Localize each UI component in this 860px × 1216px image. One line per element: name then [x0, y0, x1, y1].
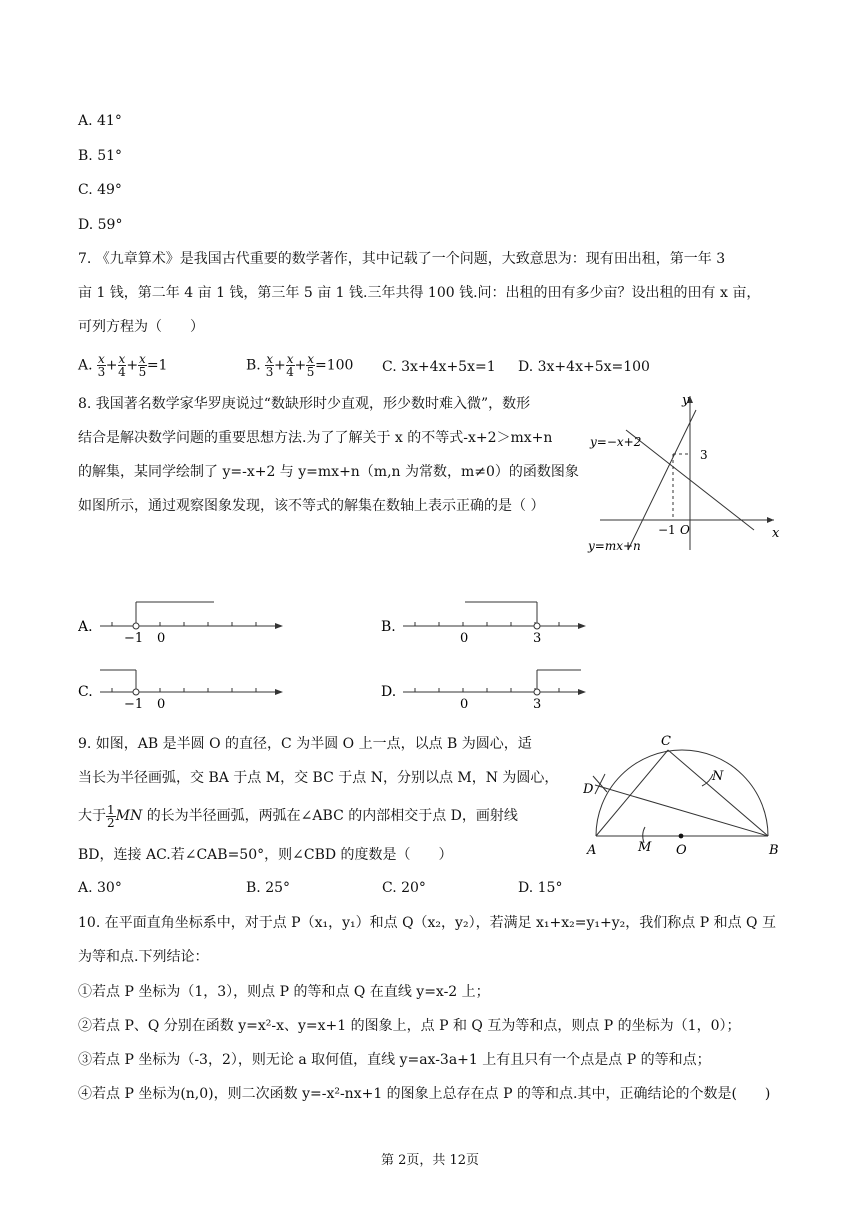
- q7-stem-line-1: 7. 《九章算术》是我国古代重要的数学著作，其中记载了一个问题，大致意思为：现有田出租，第一年 3: [78, 251, 726, 267]
- origin-label: O: [680, 523, 690, 537]
- tick-label: 0: [157, 631, 166, 644]
- frac-num: x: [266, 352, 273, 366]
- frac-num: x: [98, 352, 105, 366]
- frac-den: 5: [306, 365, 315, 379]
- q7-stem-line-2: 亩 1 钱，第二年 4 亩 1 钱，第三年 5 亩 1 钱.三年共得 100 钱.问：出租的田有多少亩？设出租的田有 x 亩，: [78, 285, 761, 301]
- plus-sign: +: [126, 357, 139, 374]
- q8-stem-line-3: 的解集，某同学绘制了 y=-x+2 与 y=mx+n（m,n 为常数，m≠0）的函数图象: [78, 464, 579, 480]
- q8-function-graph: [586, 390, 786, 555]
- q10-statement-2: ②若点 P、Q 分别在函数 y=x²-x、y=x+1 的图象上，点 P 和 Q 互为等和点，则点 P 的坐标为（1，0）；: [78, 1018, 741, 1034]
- q9-option-c: C. 20°: [382, 880, 426, 896]
- frac-den: 3: [97, 365, 106, 379]
- label-o: O: [676, 843, 687, 858]
- plus-sign: +: [105, 357, 118, 374]
- fraction-one-half: [106, 804, 116, 829]
- q10-stem-line-2: 为等和点.下列结论：: [78, 949, 209, 965]
- y-axis-label: y: [682, 393, 690, 408]
- q6-option-b: B. 51°: [78, 148, 123, 164]
- fraction-x-4: [286, 353, 295, 378]
- frac-den: 2: [107, 815, 115, 830]
- q9-semicircle-figure: [583, 730, 788, 858]
- label-c: C: [661, 734, 671, 749]
- x-axis-label: x: [772, 526, 780, 541]
- plus-sign: +: [294, 357, 307, 374]
- frac-den: 4: [286, 365, 294, 379]
- mn-segment: MN: [115, 808, 143, 824]
- line2-label: y=mx+n: [588, 539, 641, 553]
- q10-statement-1: ①若点 P 坐标为（1，3），则点 P 的等和点 Q 在直线 y=x-2 上；: [78, 984, 490, 1000]
- q9-line3-rest: 的长为半径画弧，两弧在∠ABC 的内部相交于点 D，画射线: [146, 808, 518, 824]
- q7-option-b-letter: B.: [246, 357, 261, 374]
- frac-den: 3: [265, 365, 274, 379]
- page-footer: 第 2页，共 12页: [380, 1153, 480, 1168]
- q7-options: [78, 353, 778, 377]
- q9-stem-line-4: BD，连接 AC.若∠CAB=50°，则∠CBD 的度数是（ ）: [78, 847, 453, 863]
- label-n: N: [712, 769, 724, 784]
- fraction-x-3: [97, 353, 106, 378]
- tick-label: −1: [124, 697, 144, 712]
- label-m: M: [638, 840, 652, 855]
- frac-num: x: [307, 352, 315, 366]
- q8-option-d-numberline: [381, 664, 596, 712]
- tick-label: 0: [460, 631, 469, 644]
- label-d: D: [583, 782, 594, 797]
- neg-1-label: −1: [658, 523, 676, 537]
- q9-option-b: B. 25°: [246, 880, 291, 896]
- q6-option-d: D. 59°: [78, 217, 123, 233]
- q7-option-b: [246, 353, 353, 378]
- q10-statement-3: ③若点 P 坐标为（-3，2），则无论 a 取何值，直线 y=ax-3a+1 上有且只有一个点是点 P 的等和点；: [78, 1052, 711, 1068]
- q9-option-a: A. 30°: [78, 880, 122, 896]
- label-b: B: [769, 843, 779, 858]
- q7-option-b-suffix: =100: [315, 357, 354, 374]
- q8-option-c-letter: C.: [78, 684, 93, 700]
- q8-stem-line-1: 8. 我国著名数学家华罗庚说过“数缺形时少直观，形少数时难入微”，数形: [78, 396, 531, 412]
- plus-sign: +: [273, 357, 286, 374]
- value-3-label: 3: [700, 448, 708, 462]
- q7-option-a: [78, 353, 167, 378]
- q8-option-b-numberline: [381, 596, 596, 644]
- q9-options: [78, 878, 638, 898]
- frac-num: x: [118, 352, 126, 366]
- q6-option-a: A. 41°: [78, 113, 122, 129]
- tick-label: 3: [533, 631, 542, 644]
- q7-option-d: D. 3x+4x+5x=100: [518, 359, 650, 375]
- tick-label: −1: [124, 631, 144, 644]
- fraction-x-5: [138, 353, 147, 378]
- tick-label: 0: [460, 697, 469, 712]
- segment-bc: [668, 750, 768, 836]
- q7-option-a-suffix: =1: [146, 357, 168, 374]
- q7-option-a-letter: A.: [78, 357, 93, 374]
- ray-bd: [595, 785, 768, 836]
- q8-option-a-letter: A.: [78, 619, 93, 635]
- q8-option-a-numberline: [78, 596, 293, 644]
- label-a: A: [587, 843, 597, 858]
- q9-stem-line-2: 当长为半径画弧，交 BA 于点 M，交 BC 于点 N，分别以点 M，N 为圆心，: [78, 770, 559, 786]
- tick-label: 3: [533, 697, 542, 712]
- q7-stem-line-3: 可列方程为（ ）: [78, 319, 204, 335]
- line1-label: y=−x+2: [590, 435, 642, 449]
- q8-stem-line-2: 结合是解决数学问题的重要思想方法.为了了解关于 x 的不等式-x+2＞mx+n: [78, 430, 553, 446]
- q6-option-c: C. 49°: [78, 182, 122, 198]
- q9-stem-line-1: 9. 如图，AB 是半圆 O 的直径，C 为半圆 O 上一点，以点 B 为圆心，适: [78, 736, 532, 752]
- fraction-x-5: [306, 353, 315, 378]
- q8-option-c-numberline: [78, 664, 293, 712]
- tick-label: 0: [157, 697, 166, 712]
- fraction-x-4: [118, 353, 127, 378]
- frac-num: x: [286, 352, 294, 366]
- q8-stem-line-4: 如图所示，通过观察图象发现，该不等式的解集在数轴上表示正确的是（ ）: [78, 498, 545, 514]
- frac-num: 1: [107, 802, 115, 817]
- frac-num: x: [139, 352, 146, 366]
- q9-line3-prefix: 大于: [78, 808, 106, 824]
- frac-den: 5: [138, 365, 147, 379]
- q9-stem-line-3: [78, 800, 518, 832]
- q10-statement-4: ④若点 P 坐标为(n,0)，则二次函数 y=-x²-nx+1 的图象上总存在点 P 的等和点.其中，正确结论的个数是( ): [78, 1086, 771, 1102]
- fraction-x-3: [265, 353, 274, 378]
- q8-option-d-letter: D.: [381, 684, 397, 700]
- q9-option-d: D. 15°: [518, 880, 563, 896]
- frac-den: 4: [118, 365, 126, 379]
- q10-stem-line-1: 10. 在平面直角坐标系中，对于点 P（x₁，y₁）和点 Q（x₂，y₂），若满足 x₁+x₂=y₁+y₂，我们称点 P 和点 Q 互: [78, 915, 776, 931]
- segment-ac: [596, 750, 668, 836]
- q7-option-c: C. 3x+4x+5x=1: [382, 359, 496, 375]
- q8-option-b-letter: B.: [381, 619, 396, 635]
